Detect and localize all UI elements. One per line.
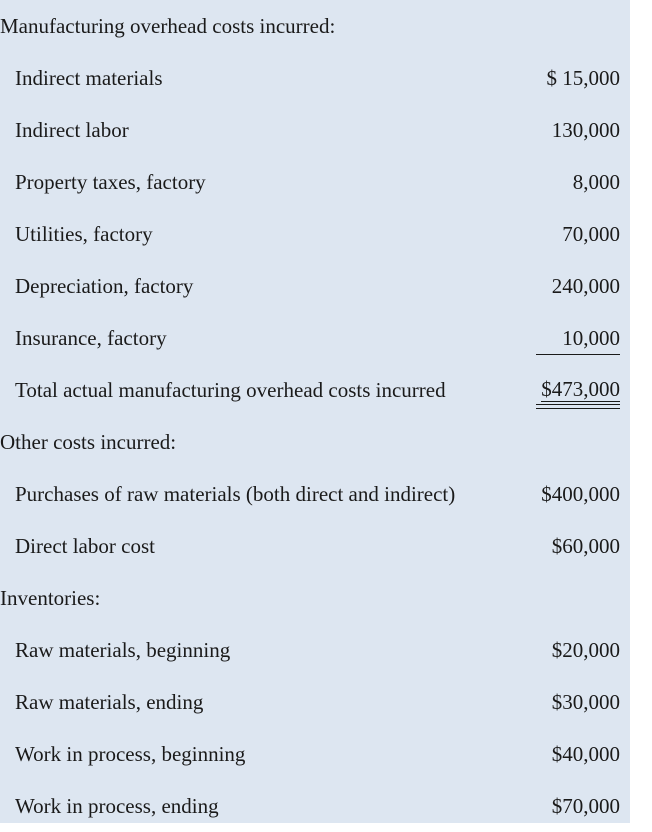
table-row <box>0 156 630 208</box>
row-label: Purchases of raw materials (both direct and indirect) <box>15 481 456 506</box>
table-row <box>0 728 630 780</box>
row-label: Work in process, ending <box>15 793 219 818</box>
row-amount: $400,000 <box>541 481 620 506</box>
table-row <box>0 468 630 520</box>
row-label: Depreciation, factory <box>15 273 194 298</box>
row-amount: 8,000 <box>572 169 620 194</box>
section-heading-mfg-overhead <box>0 0 630 52</box>
row-label: Property taxes, factory <box>15 169 206 194</box>
row-label: Raw materials, ending <box>15 689 204 714</box>
table-row <box>0 208 630 260</box>
total-double-rule <box>536 404 620 409</box>
section-heading: Manufacturing overhead costs incurred: <box>0 13 336 38</box>
row-amount: $40,000 <box>551 741 620 766</box>
row-amount: $30,000 <box>551 689 620 714</box>
table-row <box>0 104 630 156</box>
row-amount: $ 15,000 <box>546 65 620 90</box>
row-label: Insurance, factory <box>15 325 167 350</box>
row-label: Indirect materials <box>15 65 163 90</box>
row-amount: 130,000 <box>551 117 620 142</box>
section-heading: Other costs incurred: <box>0 429 177 454</box>
table-row <box>0 312 630 364</box>
row-amount: $60,000 <box>551 533 620 558</box>
row-label: Work in process, beginning <box>15 741 246 766</box>
row-label: Indirect labor <box>15 117 129 142</box>
table-row <box>0 260 630 312</box>
table-row <box>0 780 630 832</box>
table-row <box>0 624 630 676</box>
section-heading-inventories <box>0 572 630 624</box>
subtotal-rule <box>536 354 620 355</box>
row-label: Raw materials, beginning <box>15 637 231 662</box>
total-amount-text: $473,000 <box>541 377 620 402</box>
row-label: Direct labor cost <box>15 533 155 558</box>
row-amount: $20,000 <box>551 637 620 662</box>
table-row <box>0 520 630 572</box>
row-amount: 70,000 <box>562 221 620 246</box>
section-heading: Inventories: <box>0 585 101 610</box>
table-row <box>0 676 630 728</box>
row-amount: 240,000 <box>551 273 620 298</box>
row-amount: 10,000 <box>562 325 620 350</box>
row-amount: $70,000 <box>551 793 620 818</box>
section-heading-other-costs <box>0 416 630 468</box>
table-row <box>0 52 630 104</box>
row-label: Utilities, factory <box>15 221 153 246</box>
total-label: Total actual manufacturing overhead costs incurred <box>15 377 446 402</box>
